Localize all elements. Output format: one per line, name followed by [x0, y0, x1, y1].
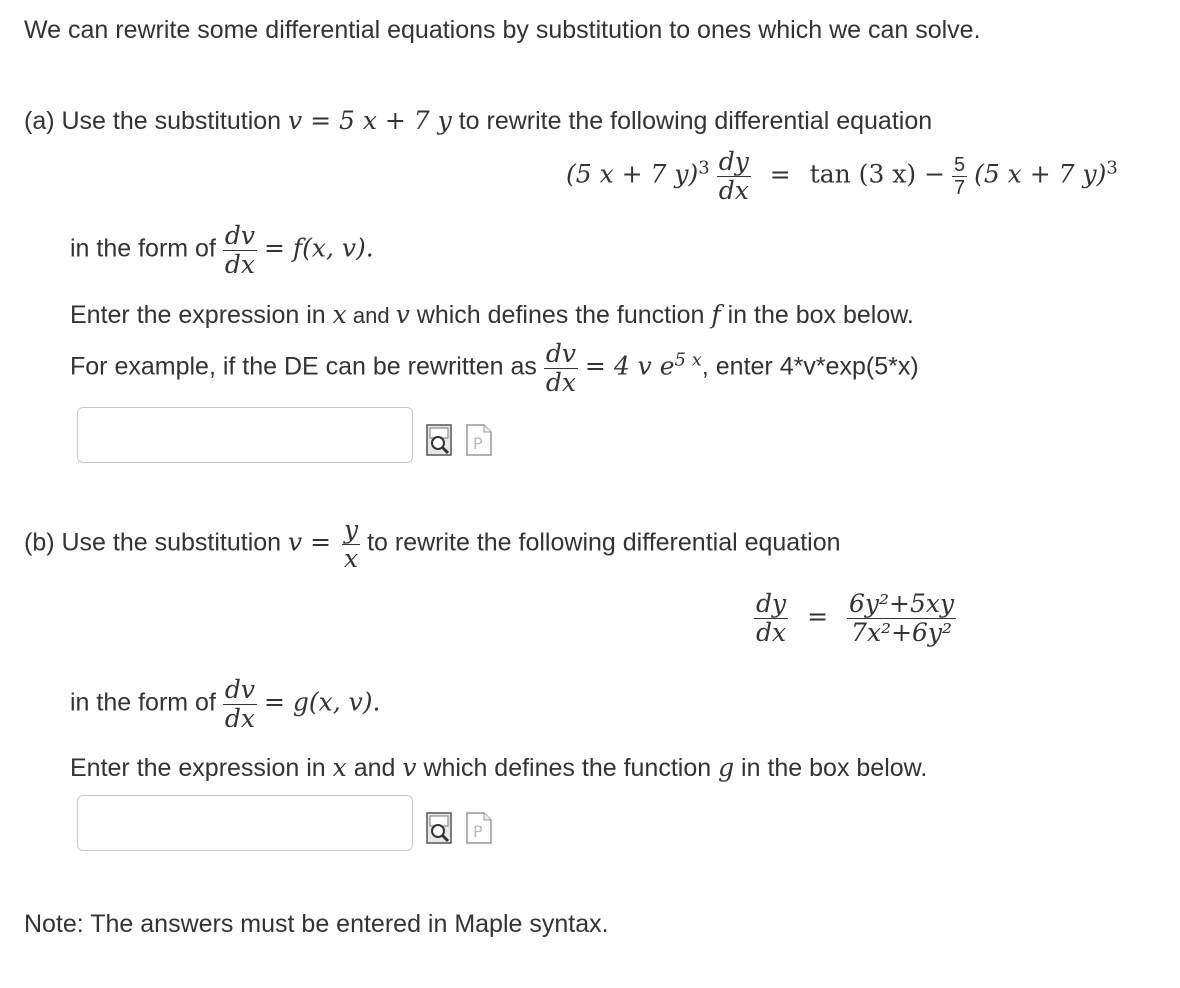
part-b-instructions: Enter the expression in x and v which defines the function g in the box below.: [70, 753, 928, 782]
part-a-equation: [566, 148, 1118, 204]
part-a-rhs-exp: 3: [1106, 157, 1118, 179]
part-a-answer-input[interactable]: [77, 407, 413, 463]
maple-help-icon[interactable]: [466, 812, 492, 844]
part-a-fraction: $\frac{5}{7}$: [954, 153, 966, 199]
part-a-tail: to rewrite the following differential equation: [451, 107, 933, 135]
part-b-subst-fraction: $\frac{y}{x}$: [344, 515, 359, 573]
part-b-dydx: $\frac{dy}{dx}$: [756, 589, 787, 647]
part-a-lhs-base: (5 x + 7 y): [566, 159, 699, 189]
part-b-form-lead: in the form of: [70, 688, 216, 717]
intro-text: We can rewrite some differential equations by substitution to ones which we can solve.: [24, 16, 981, 44]
part-a-form-dvdx: $\frac{dv}{dx}$: [224, 221, 255, 279]
maple-help-icon[interactable]: [466, 424, 492, 456]
part-b-equation: [754, 590, 956, 646]
part-b-subst-v: v =: [288, 527, 332, 557]
part-b-form-rhs: = g(x, v).: [263, 687, 381, 717]
part-b-lead: (b) Use the substitution: [24, 528, 289, 557]
part-a-form: [70, 222, 374, 278]
maple-syntax-note: Note: The answers must be entered in Maple syntax.: [24, 910, 609, 938]
part-a-heading: [24, 106, 932, 136]
preview-icon[interactable]: [426, 424, 452, 456]
part-a-example: For example, if the DE can be rewritten as $\frac{dv}{dx}$ = 4 v $e^{5 x}$, enter 4*v*exp(5*x): [70, 339, 919, 397]
svg-text:P: P: [473, 434, 483, 453]
part-a-lead: (a) Use the substitution: [24, 107, 289, 135]
part-a-form-lead: in the form of: [70, 234, 216, 263]
part-a-lhs-exp: 3: [698, 157, 710, 179]
part-a-instructions: Enter the expression in x and v which defines the function f in the box below.: [70, 300, 914, 329]
part-a-dydx: $\frac{dy}{dx}$: [718, 147, 749, 205]
part-a-equals: =: [769, 159, 791, 189]
part-a-form-rhs: = f(x, v).: [263, 233, 374, 263]
part-a-example-dvdx: $\frac{dv}{dx}$: [545, 339, 576, 397]
part-a-rhs-tan: tan (3 x) −: [809, 159, 946, 189]
part-b-form: [70, 676, 380, 732]
part-b-rhs-fraction: $\frac{\text{6y²+5xy}}{\text{7x²+6y²}}$: [849, 589, 955, 647]
preview-icon[interactable]: [426, 812, 452, 844]
part-b-form-dvdx: $\frac{dv}{dx}$: [224, 675, 255, 733]
part-b-tail: to rewrite the following differential equation: [367, 528, 841, 557]
part-a-substitution: v = 5 x + 7 y: [288, 106, 452, 135]
svg-text:P: P: [473, 822, 483, 841]
part-b-heading: [24, 516, 841, 572]
part-b-equals: =: [807, 601, 829, 631]
part-b-answer-input[interactable]: [77, 795, 413, 851]
part-a-rhs-base: (5 x + 7 y): [974, 159, 1107, 189]
